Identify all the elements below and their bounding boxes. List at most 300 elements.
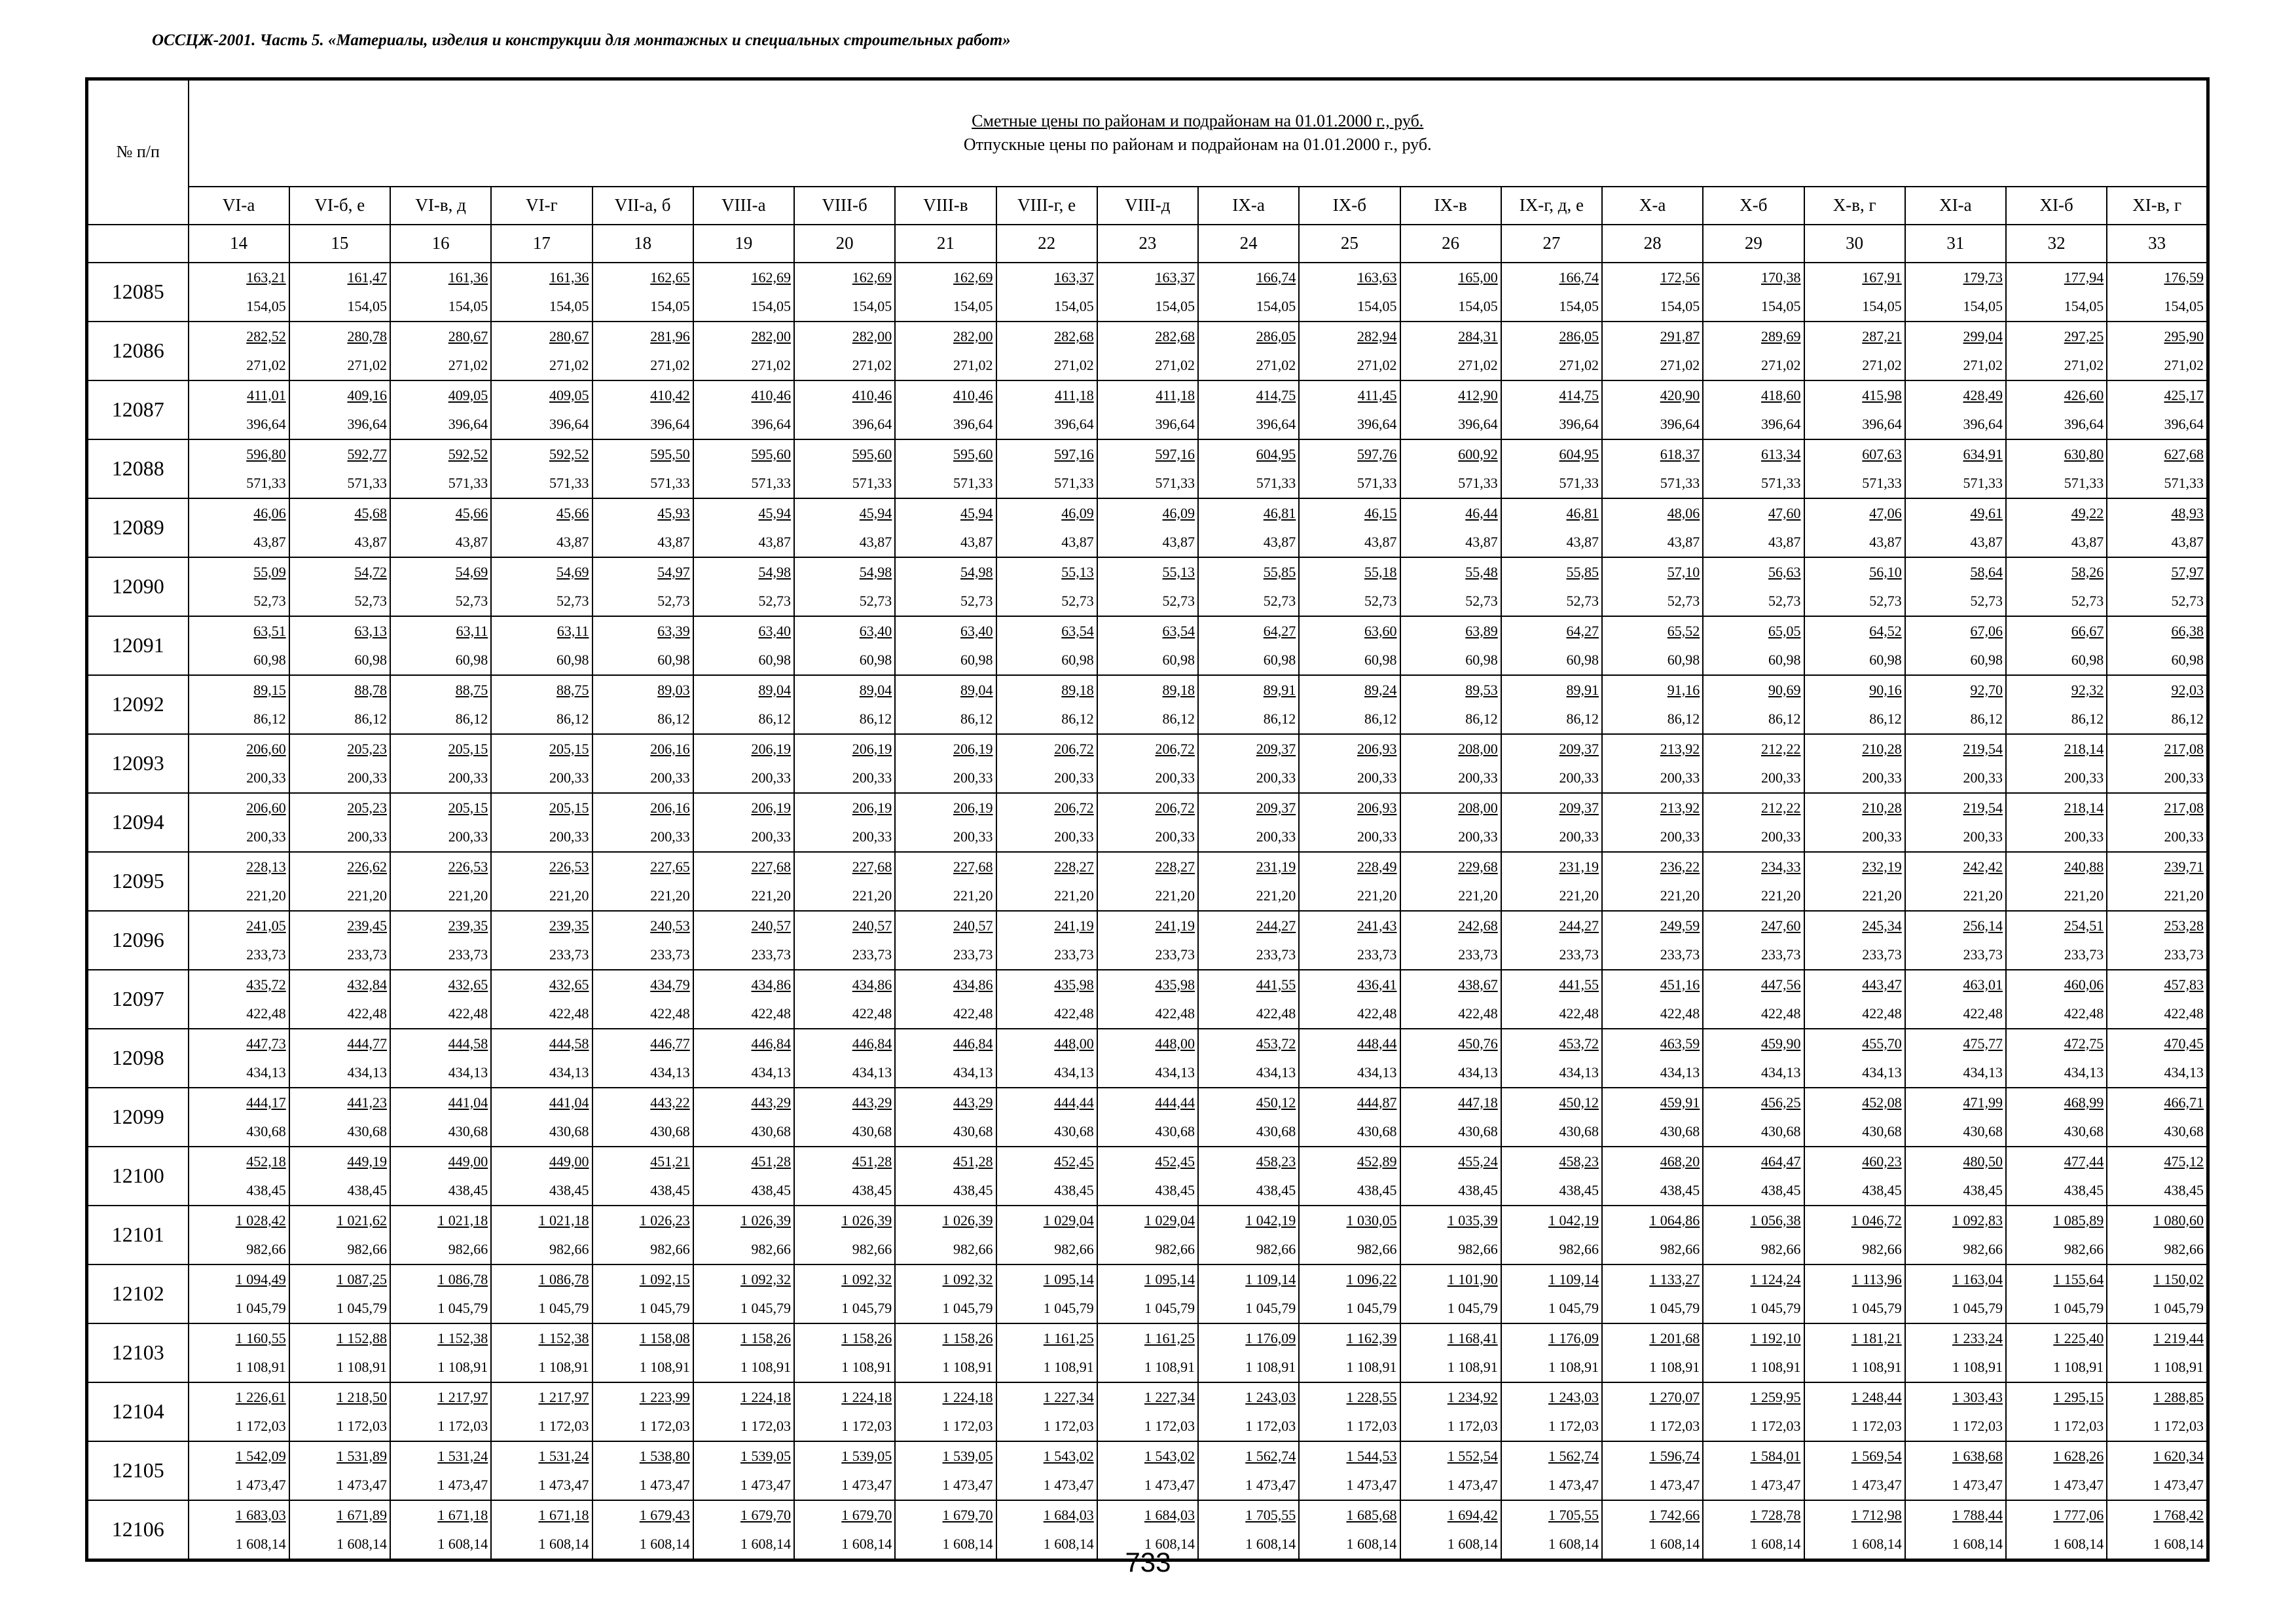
estimate-price: 1 029,04 [1043, 1211, 1094, 1228]
price-cell [390, 911, 491, 970]
price-cell [1703, 439, 1804, 498]
price-cell [592, 1382, 693, 1441]
estimate-price: 212,22 [1761, 799, 1801, 816]
estimate-price: 241,43 [1357, 917, 1397, 934]
release-price: 221,20 [650, 887, 690, 904]
release-price: 396,64 [751, 415, 791, 432]
price-cell [1905, 498, 2006, 557]
price-cell [1097, 380, 1198, 439]
estimate-price: 206,72 [1155, 799, 1195, 816]
price-cell [1905, 263, 2006, 322]
price-cell [592, 970, 693, 1029]
price-cell [895, 734, 996, 793]
price-cell [1400, 1206, 1501, 1264]
price-cell [895, 263, 996, 322]
price-cell [1602, 734, 1703, 793]
estimate-price: 434,86 [953, 976, 993, 993]
release-price: 271,02 [448, 356, 488, 373]
price-cell [2107, 616, 2208, 675]
estimate-price: 162,69 [953, 268, 993, 286]
release-price: 438,45 [1761, 1181, 1801, 1198]
release-price: 233,73 [448, 946, 488, 963]
price-cell [1097, 557, 1198, 616]
table-row [87, 498, 2208, 557]
estimate-price: 299,04 [1963, 327, 2003, 344]
release-price: 86,12 [1667, 710, 1700, 727]
release-price: 233,73 [1862, 946, 1902, 963]
release-price: 1 172,03 [1043, 1417, 1094, 1434]
release-price: 52,73 [253, 592, 286, 609]
release-price: 221,20 [1256, 887, 1296, 904]
price-cell [895, 498, 996, 557]
release-price: 1 045,79 [1649, 1299, 1700, 1316]
release-price: 438,45 [246, 1181, 286, 1198]
release-price: 396,64 [246, 415, 286, 432]
price-cell [1198, 1323, 1299, 1382]
estimate-price: 1 152,88 [337, 1329, 387, 1346]
release-price: 396,64 [1559, 415, 1599, 432]
estimate-price: 1 543,02 [1144, 1447, 1195, 1464]
price-cell [693, 675, 794, 734]
price-cell [794, 498, 895, 557]
release-price: 221,20 [1963, 887, 2003, 904]
price-cell [189, 852, 289, 911]
price-cell [895, 793, 996, 852]
estimate-price: 426,60 [2064, 386, 2104, 403]
price-cell [794, 1323, 895, 1382]
release-price: 86,12 [859, 710, 892, 727]
release-price: 571,33 [2164, 474, 2204, 491]
price-cell [2107, 675, 2208, 734]
release-price: 1 473,47 [639, 1476, 690, 1493]
price-cell [1097, 911, 1198, 970]
price-cell [289, 1147, 390, 1206]
release-price: 233,73 [1963, 946, 2003, 963]
estimate-price: 280,67 [549, 327, 589, 344]
row-number-header: № п/п [87, 79, 189, 225]
release-price: 1 608,14 [1649, 1535, 1700, 1552]
release-price: 200,33 [1862, 828, 1902, 845]
estimate-price: 464,47 [1761, 1153, 1801, 1170]
estimate-price: 472,75 [2064, 1035, 2104, 1052]
estimate-price: 54,98 [960, 563, 993, 580]
price-cell [1905, 970, 2006, 1029]
estimate-price: 219,54 [1963, 740, 2003, 757]
release-price: 1 172,03 [1144, 1417, 1195, 1434]
release-price: 430,68 [1862, 1122, 1902, 1139]
table-row [87, 1323, 2208, 1382]
price-cell [1400, 970, 1501, 1029]
release-price: 154,05 [1862, 297, 1902, 314]
price-cell [390, 616, 491, 675]
release-price: 1 045,79 [1346, 1299, 1397, 1316]
price-cell [1905, 1323, 2006, 1382]
estimate-price: 432,84 [347, 976, 387, 993]
table-row [87, 675, 2208, 734]
price-cell [1602, 793, 1703, 852]
estimate-price: 1 224,18 [841, 1388, 892, 1405]
release-price: 60,98 [960, 651, 993, 668]
estimate-price: 166,74 [1256, 268, 1296, 286]
release-price: 1 045,79 [1144, 1299, 1195, 1316]
release-price: 43,87 [354, 533, 387, 550]
release-price: 1 172,03 [1548, 1417, 1599, 1434]
estimate-price: 466,71 [2164, 1094, 2204, 1111]
price-cell [2107, 1206, 2208, 1264]
estimate-price: 89,15 [253, 681, 286, 698]
release-price: 430,68 [1458, 1122, 1498, 1139]
release-price: 86,12 [455, 710, 488, 727]
price-cell [1501, 1323, 1602, 1382]
price-cell [2107, 263, 2208, 322]
price-cell [491, 1441, 592, 1500]
release-price: 271,02 [549, 356, 589, 373]
price-cell [189, 793, 289, 852]
release-price: 154,05 [751, 297, 791, 314]
price-cell [491, 1088, 592, 1147]
estimate-price: 208,00 [1458, 740, 1498, 757]
estimate-price: 409,05 [549, 386, 589, 403]
estimate-price: 455,70 [1862, 1035, 1902, 1052]
price-cell [189, 734, 289, 793]
estimate-price: 443,29 [852, 1094, 892, 1111]
release-price: 430,68 [2164, 1122, 2204, 1139]
release-price: 200,33 [448, 828, 488, 845]
release-price: 60,98 [2171, 651, 2204, 668]
release-price: 43,87 [1970, 533, 2003, 550]
estimate-price: 414,75 [1256, 386, 1296, 403]
estimate-price: 206,72 [1054, 799, 1094, 816]
estimate-price: 46,09 [1162, 504, 1195, 521]
estimate-price: 162,69 [751, 268, 791, 286]
release-price: 982,66 [1155, 1240, 1195, 1257]
estimate-price: 234,33 [1761, 858, 1801, 875]
price-cell [390, 1029, 491, 1088]
release-price: 154,05 [1458, 297, 1498, 314]
price-cell [491, 322, 592, 380]
estimate-price: 163,21 [246, 268, 286, 286]
release-price: 86,12 [1061, 710, 1094, 727]
estimate-price: 618,37 [1660, 445, 1700, 462]
estimate-price: 89,03 [657, 681, 690, 698]
release-price: 396,64 [549, 415, 589, 432]
estimate-price: 412,90 [1458, 386, 1498, 403]
estimate-price: 1 109,14 [1548, 1270, 1599, 1287]
price-table-body [87, 79, 2208, 1560]
estimate-price: 463,59 [1660, 1035, 1700, 1052]
price-cell [189, 263, 289, 322]
estimate-price: 455,24 [1458, 1153, 1498, 1170]
release-price: 233,73 [852, 946, 892, 963]
estimate-price: 1 671,18 [538, 1506, 589, 1523]
price-cell [592, 793, 693, 852]
estimate-price: 219,54 [1963, 799, 2003, 816]
price-cell [693, 1382, 794, 1441]
release-price: 200,33 [1155, 828, 1195, 845]
estimate-price: 1 162,39 [1346, 1329, 1397, 1346]
price-cell [1400, 1441, 1501, 1500]
release-price: 1 608,14 [437, 1535, 488, 1552]
price-cell [1804, 970, 1905, 1029]
release-price: 1 172,03 [1649, 1417, 1700, 1434]
price-cell [1299, 1264, 1400, 1323]
release-price: 233,73 [549, 946, 589, 963]
estimate-price: 1 150,02 [2153, 1270, 2204, 1287]
estimate-price: 418,60 [1761, 386, 1801, 403]
estimate-price: 206,60 [246, 799, 286, 816]
release-price: 571,33 [246, 474, 286, 491]
release-price: 43,87 [1465, 533, 1498, 550]
release-price: 271,02 [751, 356, 791, 373]
price-cell [2006, 970, 2107, 1029]
estimate-price: 1 086,78 [437, 1270, 488, 1287]
release-price: 1 108,91 [1245, 1358, 1296, 1375]
column-number: 29 [1703, 225, 1804, 263]
release-price: 233,73 [246, 946, 286, 963]
estimate-price: 54,97 [657, 563, 690, 580]
release-price: 982,66 [246, 1240, 286, 1257]
estimate-price: 1 671,89 [337, 1506, 387, 1523]
estimate-price: 89,91 [1566, 681, 1599, 698]
price-cell [289, 557, 390, 616]
release-price: 422,48 [1963, 1005, 2003, 1022]
price-cell [1804, 263, 1905, 322]
release-price: 52,73 [1566, 592, 1599, 609]
price-cell [1198, 439, 1299, 498]
release-price: 982,66 [1862, 1240, 1902, 1257]
price-cell [491, 1147, 592, 1206]
estimate-price: 162,65 [650, 268, 690, 286]
release-price: 43,87 [2071, 533, 2104, 550]
release-price: 438,45 [852, 1181, 892, 1198]
release-price: 200,33 [1559, 828, 1599, 845]
release-price: 221,20 [2164, 887, 2204, 904]
price-cell [2006, 498, 2107, 557]
price-cell [794, 557, 895, 616]
price-cell [1400, 852, 1501, 911]
release-price: 154,05 [448, 297, 488, 314]
price-cell [289, 1264, 390, 1323]
estimate-price: 206,93 [1357, 799, 1397, 816]
table-row [87, 911, 2208, 970]
price-cell [1299, 380, 1400, 439]
column-number: 24 [1198, 225, 1299, 263]
estimate-price: 459,91 [1660, 1094, 1700, 1111]
estimate-price: 45,66 [455, 504, 488, 521]
estimate-price: 1 243,03 [1548, 1388, 1599, 1405]
price-cell [289, 498, 390, 557]
price-cell [2107, 793, 2208, 852]
price-cell [1905, 1147, 2006, 1206]
price-cell [2107, 970, 2208, 1029]
estimate-price: 45,94 [859, 504, 892, 521]
release-price: 200,33 [2164, 769, 2204, 786]
price-cell [491, 911, 592, 970]
release-price: 43,87 [1566, 533, 1599, 550]
price-cell [2107, 498, 2208, 557]
table-row [87, 1264, 2208, 1323]
estimate-price: 592,52 [448, 445, 488, 462]
estimate-price: 209,37 [1256, 799, 1296, 816]
price-cell [1097, 498, 1198, 557]
price-cell [2107, 557, 2208, 616]
release-price: 86,12 [1869, 710, 1902, 727]
estimate-price: 627,68 [2164, 445, 2204, 462]
estimate-price: 1 562,74 [1548, 1447, 1599, 1464]
price-cell [996, 1323, 1097, 1382]
price-cell [189, 322, 289, 380]
release-price: 1 473,47 [841, 1476, 892, 1493]
release-price: 396,64 [1761, 415, 1801, 432]
release-price: 200,33 [1862, 769, 1902, 786]
release-price: 1 045,79 [538, 1299, 589, 1316]
release-price: 982,66 [1660, 1240, 1700, 1257]
release-price: 1 172,03 [740, 1417, 791, 1434]
release-price: 1 473,47 [1750, 1476, 1801, 1493]
price-cell [1804, 911, 1905, 970]
estimate-price: 286,05 [1256, 327, 1296, 344]
price-cell [1400, 1264, 1501, 1323]
release-price: 430,68 [549, 1122, 589, 1139]
row-number: 12097 [87, 970, 189, 1029]
release-price: 86,12 [1970, 710, 2003, 727]
release-price: 982,66 [852, 1240, 892, 1257]
column-number: 30 [1804, 225, 1905, 263]
estimate-price: 1 303,43 [1952, 1388, 2003, 1405]
price-cell [592, 911, 693, 970]
price-cell [289, 734, 390, 793]
estimate-price: 206,93 [1357, 740, 1397, 757]
estimate-price: 205,23 [347, 799, 387, 816]
estimate-price: 1 096,22 [1346, 1270, 1397, 1287]
column-number: 19 [693, 225, 794, 263]
release-price: 233,73 [1559, 946, 1599, 963]
estimate-price: 410,46 [953, 386, 993, 403]
estimate-price: 63,54 [1162, 622, 1195, 639]
estimate-price: 1 085,89 [2053, 1211, 2104, 1228]
release-price: 422,48 [751, 1005, 791, 1022]
release-price: 1 608,14 [1952, 1535, 2003, 1552]
estimate-price: 227,68 [852, 858, 892, 875]
release-price: 1 608,14 [841, 1535, 892, 1552]
estimate-price: 1 628,26 [2053, 1447, 2104, 1464]
release-price: 271,02 [953, 356, 993, 373]
estimate-price: 212,22 [1761, 740, 1801, 757]
table-row [87, 263, 2208, 322]
estimate-price: 1 679,70 [942, 1506, 993, 1523]
price-cell [1602, 263, 1703, 322]
price-cell [289, 970, 390, 1029]
row-number: 12106 [87, 1500, 189, 1560]
release-price: 43,87 [1768, 533, 1801, 550]
release-price: 86,12 [354, 710, 387, 727]
estimate-price: 57,97 [2171, 563, 2204, 580]
release-price: 271,02 [1054, 356, 1094, 373]
estimate-price: 1 679,70 [740, 1506, 791, 1523]
release-price: 1 172,03 [437, 1417, 488, 1434]
release-price: 430,68 [1963, 1122, 2003, 1139]
release-price: 1 172,03 [1750, 1417, 1801, 1434]
estimate-price: 89,91 [1263, 681, 1296, 698]
estimate-price: 460,23 [1862, 1153, 1902, 1170]
estimate-price: 1 671,18 [437, 1506, 488, 1523]
price-cell [895, 1264, 996, 1323]
estimate-price: 1 152,38 [538, 1329, 589, 1346]
price-cell [1804, 380, 1905, 439]
estimate-price: 453,72 [1559, 1035, 1599, 1052]
release-price: 982,66 [2164, 1240, 2204, 1257]
estimate-price: 1 026,23 [639, 1211, 690, 1228]
price-cell [2006, 380, 2107, 439]
release-price: 982,66 [1458, 1240, 1498, 1257]
release-price: 1 045,79 [1447, 1299, 1498, 1316]
estimate-price: 231,19 [1559, 858, 1599, 875]
price-cell [1804, 439, 1905, 498]
release-price: 233,73 [1256, 946, 1296, 963]
price-cell [895, 439, 996, 498]
estimate-price: 458,23 [1256, 1153, 1296, 1170]
price-cell [1602, 675, 1703, 734]
estimate-price: 228,49 [1357, 858, 1397, 875]
estimate-price: 452,89 [1357, 1153, 1397, 1170]
estimate-price: 1 224,18 [942, 1388, 993, 1405]
estimate-price: 1 168,41 [1447, 1329, 1498, 1346]
release-price: 271,02 [1559, 356, 1599, 373]
estimate-price: 1 562,74 [1245, 1447, 1296, 1464]
row-number: 12103 [87, 1323, 189, 1382]
release-price: 1 473,47 [1043, 1476, 1094, 1493]
release-price: 571,33 [1054, 474, 1094, 491]
release-price: 86,12 [758, 710, 791, 727]
price-cell [1602, 380, 1703, 439]
estimate-price: 282,00 [751, 327, 791, 344]
column-number: 32 [2006, 225, 2107, 263]
estimate-price: 91,16 [1667, 681, 1700, 698]
release-price: 438,45 [448, 1181, 488, 1198]
release-price: 271,02 [1155, 356, 1195, 373]
release-price: 200,33 [1256, 828, 1296, 845]
release-price: 1 045,79 [437, 1299, 488, 1316]
price-cell [390, 557, 491, 616]
estimate-price: 468,20 [1660, 1153, 1700, 1170]
estimate-price: 55,85 [1263, 563, 1296, 580]
estimate-price: 253,28 [2164, 917, 2204, 934]
estimate-price: 67,06 [1970, 622, 2003, 639]
release-price: 200,33 [2064, 828, 2104, 845]
release-price: 1 172,03 [1245, 1417, 1296, 1434]
price-cell [996, 557, 1097, 616]
release-price: 1 608,14 [235, 1535, 286, 1552]
price-cell [1804, 793, 1905, 852]
release-price: 1 473,47 [1245, 1476, 1296, 1493]
estimate-price: 1 270,07 [1649, 1388, 1700, 1405]
release-price: 422,48 [1660, 1005, 1700, 1022]
release-price: 86,12 [960, 710, 993, 727]
release-price: 982,66 [1559, 1240, 1599, 1257]
price-cell [289, 1206, 390, 1264]
price-cell [390, 498, 491, 557]
estimate-price: 443,29 [751, 1094, 791, 1111]
price-cell [289, 616, 390, 675]
release-price: 1 045,79 [337, 1299, 387, 1316]
price-cell [189, 616, 289, 675]
price-cell [2006, 675, 2107, 734]
price-cell [996, 616, 1097, 675]
price-cell [895, 322, 996, 380]
release-price: 396,64 [2164, 415, 2204, 432]
table-row [87, 1088, 2208, 1147]
release-price: 221,20 [751, 887, 791, 904]
